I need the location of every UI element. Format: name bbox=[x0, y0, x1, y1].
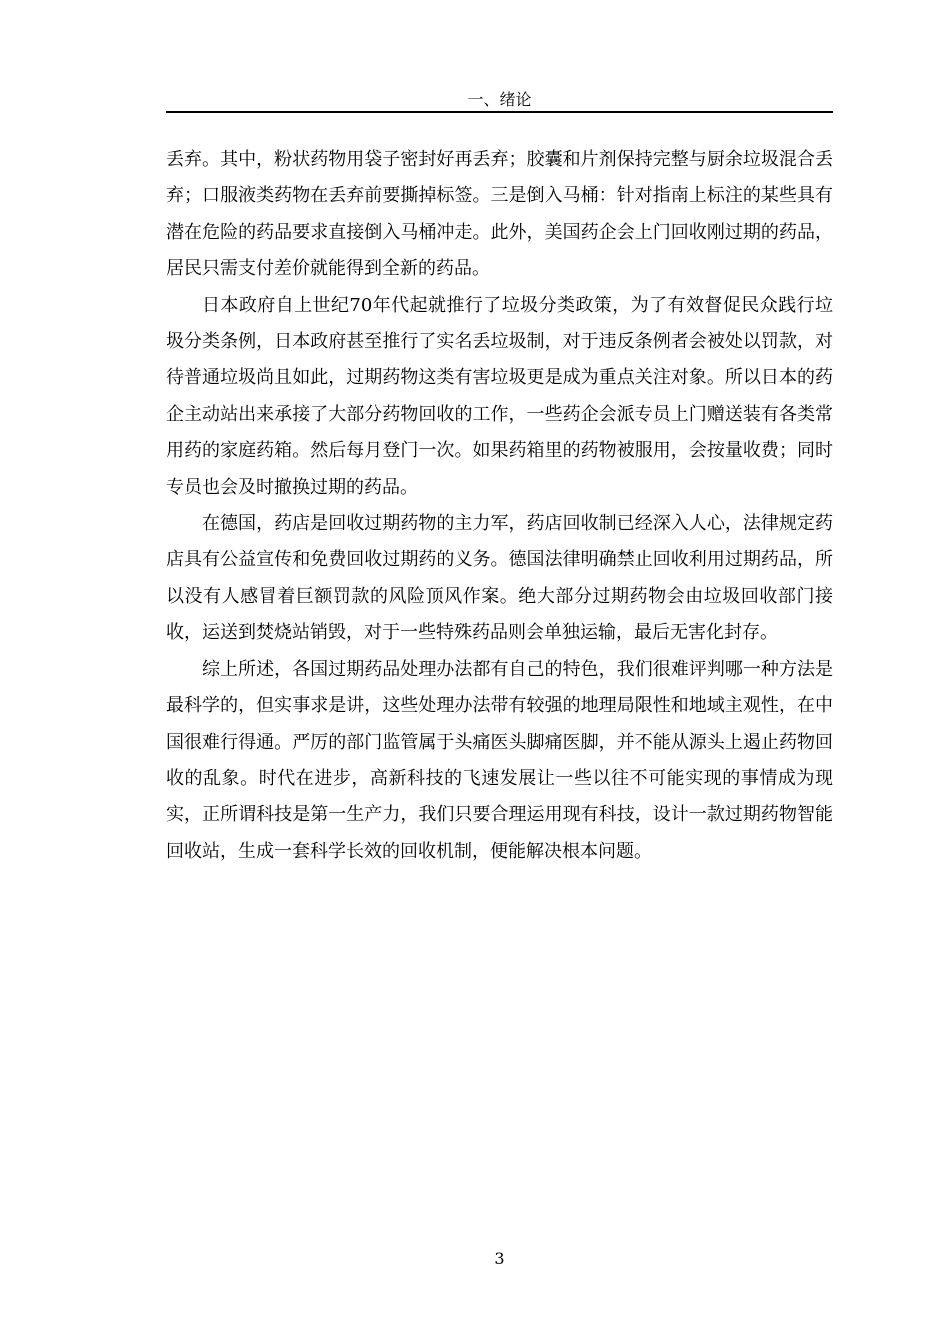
header-rule bbox=[166, 111, 833, 113]
running-header: 一、绪论 bbox=[467, 90, 532, 109]
paragraph-summary: 综上所述，各国过期药品处理办法都有自己的特色，我们很难评判哪一种方法是最科学的，但实事求是讲，这些处理办法带有较强的地理局限性和地域主观性，在中国很难行得通。严厉的部门监管属于头痛医头脚痛医脚，并不能从源头上遏止药物回收的乱象。时代在进步，高新科技的飞速发展让一些以往不可能实现的事情成为现实，正所谓科技是第一生产力，我们只要合理运用现有科技，设计一款过期药物智能回收站，生成一套科学长效的回收机制，便能解决根本问题。 bbox=[166, 658, 833, 862]
paragraph-germany: 在德国，药店是回收过期药物的主力军，药店回收制已经深入人心，法律规定药店具有公益宣传和免费回收过期药的义务。德国法律明确禁止回收利用过期药品，所以没有人感冒着巨额罚款的风险顶风作案。绝大部分过期药物会由垃圾回收部门接收，运送到焚烧站销毁，对于一些特殊药品则会单独运输，最后无害化封存。 bbox=[166, 513, 833, 644]
page-number: 3 bbox=[494, 1249, 505, 1268]
paragraph-us-disposal-continued: 丢弃。其中，粉状药物用袋子密封好再丢弃；胶囊和片剂保持完整与厨余垃圾混合丢弃；口服液类药物在丢弃前要撕掉标签。三是倒入马桶：针对指南上标注的某些具有潜在危险的药品要求直接倒入马桶冲走。此外，美国药企会上门回收刚过期的药品，居民只需支付差价就能得到全新的药品。 bbox=[166, 149, 833, 280]
paragraph-japan: 日本政府自上世纪70年代起就推行了垃圾分类政策，为了有效督促民众践行垃圾分类条例，日本政府甚至推行了实名丢垃圾制，对于违反条例者会被处以罚款，对待普通垃圾尚且如此，过期药物这类有害垃圾更是成为重点关注对象。所以日本的药企主动站出来承接了大部分药物回收的工作，一些药企会派专员上门赠送装有各类常用药的家庭药箱。然后每月登门一次。如果药箱里的药物被服用，会按量收费；同时专员也会及时撤换过期的药品。 bbox=[166, 294, 833, 498]
body-text bbox=[166, 142, 833, 870]
